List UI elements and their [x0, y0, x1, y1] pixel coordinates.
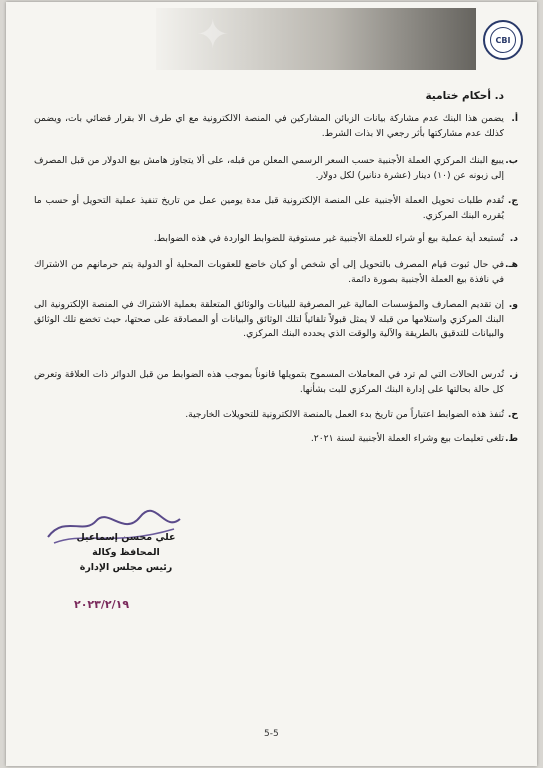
- item-marker: ط.: [504, 433, 518, 444]
- item-text: تُدرس الحالات التي لم ترد في المعاملات المسموح بتمويلها قانوناً بموجب هذه الضوابط من قبل الدوائر ذات العلاقة وتعرض كل حالة بحالتها على إدارة البنك المركزي للبت بشأنها.: [34, 369, 504, 395]
- provision-item: [34, 368, 518, 397]
- item-marker: ب.: [505, 155, 518, 166]
- provision-item: [34, 194, 518, 223]
- item-text: يبيع البنك المركزي العملة الأجنبية حسب السعر الرسمي المعلن من قبله، على ألا يتجاوز هامش بيع الدولار من قبل المصرف إلى زبونه عن (١٠) دينار (عشرة دنانير) لكل دولار.: [34, 155, 504, 181]
- item-text: إن تقديم المصارف والمؤسسات المالية غير المصرفية للبيانات والوثائق المتعلقة بعملية الاشتراك في المنصة الإلكترونية الى البنك المركزي واستلامها من قبله لا يمثل قبولاً تلقائياً لتلك الوثائق والبيانات أو المصادقة على صحتها، حيث تخضع تلك الوثائق والبيانات للتدقيق بالطريقة والآلية والوقت الذي يحدده البنك المركزي.: [34, 299, 504, 339]
- item-marker: د.: [509, 233, 518, 244]
- provision-item: [34, 298, 518, 342]
- signatory-name: علي محسن إسماعيل: [76, 532, 176, 543]
- signatory-role: المحافظ وكالة: [92, 547, 160, 558]
- item-marker: ح.: [507, 409, 518, 420]
- document-page: [6, 2, 537, 766]
- page-number: 5-5: [264, 729, 279, 739]
- item-text: تُقدم طلبات تحويل العملة الأجنبية على المنصة الإلكترونية قبل مدة يومين عمل من تاريخ تنفيذ عملية التحويل أو حسب ما يُقرره البنك المركزي.: [34, 195, 504, 221]
- signature-block: [56, 530, 196, 575]
- item-text: تلغى تعليمات بيع وشراء العملة الأجنبية لسنة ٢٠٢١.: [310, 433, 504, 444]
- item-marker: ج.: [507, 195, 518, 206]
- item-marker: هـ.: [504, 259, 518, 270]
- item-marker: أ.: [511, 113, 518, 124]
- item-text: تُنفذ هذه الضوابط اعتباراً من تاريخ بدء العمل بالمنصة الالكترونية للتحويلات الخارجية.: [185, 409, 504, 420]
- logo-text: CBI: [490, 27, 516, 53]
- bank-logo: [483, 20, 523, 60]
- item-text: يضمن هذا البنك عدم مشاركة بيانات الزبائن المشاركين في المنصة الالكترونية مع اي طرف الا بقرار قضائي بات، ويضمن كذلك عدم مشاركتها بأثر رجعي الا بذات الشرط.: [34, 113, 504, 139]
- item-marker: ز.: [509, 369, 518, 380]
- provision-item: [34, 258, 518, 287]
- provision-item: [34, 408, 518, 423]
- item-text: في حال ثبوت قيام المصرف بالتحويل إلى أي شخص أو كيان خاضع للعقوبات المحلية أو الدولية يتم حرمانهم من الاشتراك في نافذة بيع العملة الأجنبية بصورة دائمة.: [34, 259, 504, 285]
- signature-date: ٢٠٢٣/٢/١٩: [74, 598, 130, 611]
- section-title: د. أحكام ختامية: [425, 90, 504, 102]
- signatory-title: رئيس مجلس الإدارة: [79, 562, 173, 573]
- item-marker: و.: [508, 299, 518, 310]
- provision-item: [34, 112, 518, 141]
- provision-item: [34, 432, 518, 447]
- provision-item: [34, 232, 518, 247]
- provision-item: [34, 154, 518, 183]
- item-text: تُستبعد أية عملية بيع أو شراء للعملة الأجنبية غير مستوفية للضوابط الواردة في هذه الضوابط.: [153, 233, 504, 244]
- header-banner: [156, 8, 476, 70]
- header-watermark: ✦: [196, 12, 230, 58]
